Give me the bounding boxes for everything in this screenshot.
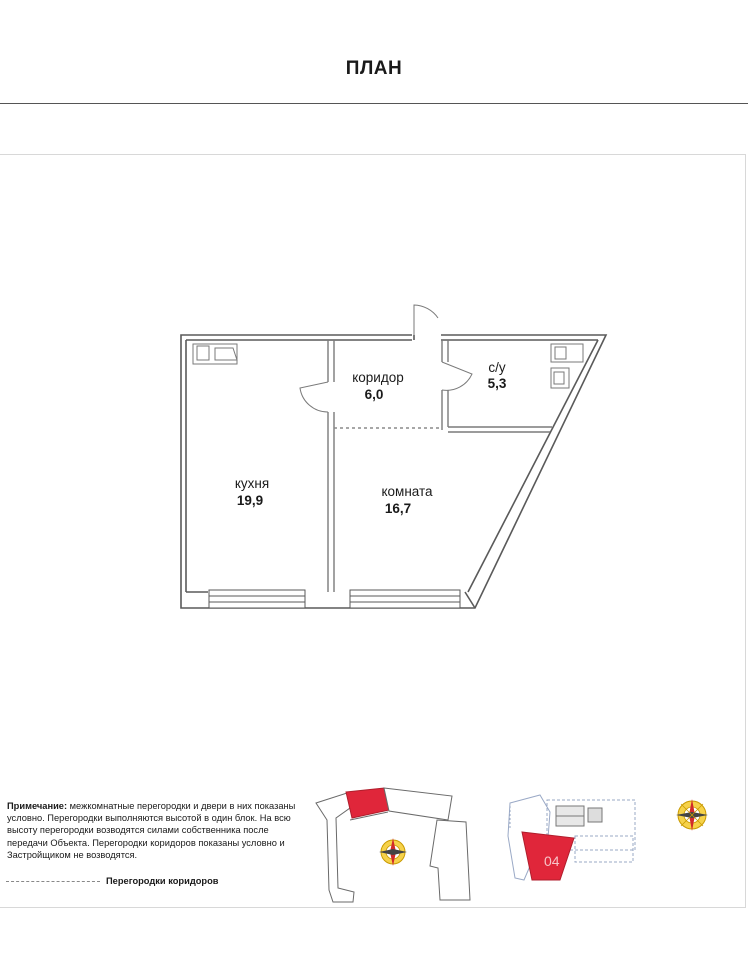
room-area-corridor: 6,0: [364, 387, 384, 402]
note-text: межкомнатные перегородки и двери в них показаны условно. Перегородки выполняются высотой в один блок. На всю высоту перегородки возводятся силами собственника после передачи Объекта. Перегородки коридоров показаны условно и Застройщиком не возводятся.: [7, 801, 296, 860]
room-name-bathroom: с/у: [488, 360, 506, 375]
room-area-bathroom: 5,3: [487, 376, 507, 391]
windows: [209, 590, 460, 608]
room-name-room: комната: [381, 484, 433, 499]
compass-icon: [676, 799, 708, 831]
dashed-line-swatch: [6, 881, 100, 882]
floor-key-plan: [508, 795, 635, 880]
legend-label: Перегородки коридоров: [106, 876, 219, 886]
doors: [300, 305, 472, 412]
bathroom-door: [442, 362, 472, 390]
page-title: ПЛАН: [345, 58, 403, 79]
compass-icon: [379, 838, 407, 866]
floor-number-marker: 04: [544, 853, 560, 869]
kitchen-door: [300, 382, 328, 412]
room-area-room: 16,7: [384, 501, 412, 516]
entrance-door: [414, 305, 438, 335]
plan-note: [7, 800, 307, 861]
room-name-corridor: коридор: [352, 370, 404, 385]
window-room: [350, 590, 460, 608]
legend: [6, 876, 218, 886]
room-area-kitchen: 19,9: [236, 493, 264, 508]
note-title: Примечание:: [7, 801, 68, 811]
window-kitchen: [209, 590, 305, 608]
room-name-kitchen: кухня: [234, 476, 270, 491]
